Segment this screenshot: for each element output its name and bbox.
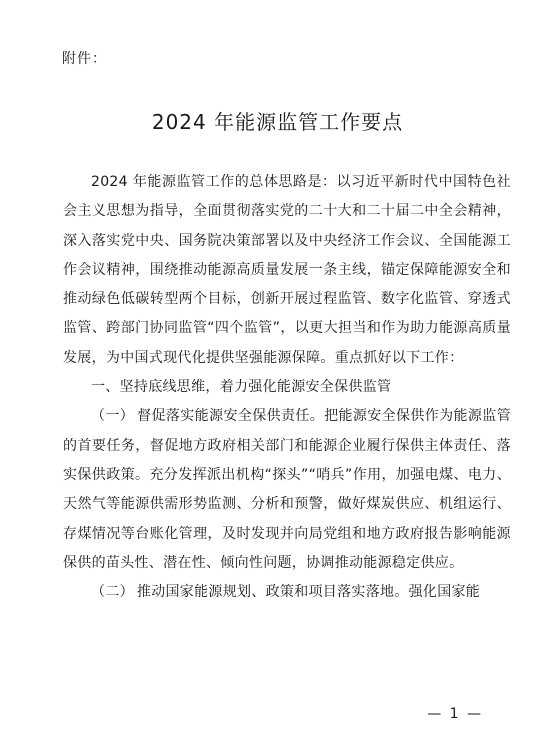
- intro-paragraph: 2024 年能源监管工作的总体思路是：以习近平新时代中国特色社会主义思想为指导，全面贯彻落实党的二十大和二十届二中全会精神，深入落实党中央、国务院决策部署以及中央经济工作会议、全国能源工作会议精神，围绕推动能源高质量发展一条主线，锚定保障能源安全和推动绿色低碳转型两个目标，创新开展过程监管、数字化监管、穿透式监管、跨部门协同监管“四个监管”，以更大担当和作为助力能源高质量发展，为中国式现代化提供坚强能源保障。重点抓好以下工作：: [63, 174, 511, 366]
- item-2-label: （二）: [91, 584, 134, 601]
- item-2-text: 推动国家能源规划、政策和项目落实落地。强化国家能: [136, 584, 481, 601]
- item-1-paragraph: [63, 402, 511, 578]
- page-number: — 1 —: [427, 706, 483, 722]
- attachment-label: 附件：: [62, 51, 107, 67]
- item-2-paragraph: [63, 578, 511, 607]
- document-title: 2024 年能源监管工作要点: [151, 110, 404, 134]
- document-body: [63, 168, 511, 607]
- item-1-text: 督促落实能源安全保供责任。把能源安全保供作为能源监管的首要任务，督促地方政府相关部门和能源企业履行保供主体责任、落实保供政策。充分发挥派出机构“探头”“哨兵”作用，加强电煤、电力、天然气等能源供需形势监测、分析和预警，做好煤炭供应、机组运行、存煤情况等台账化管理，及时发现并向局党组和地方政府报告影响能源保供的苗头性、潜在性、倾向性问题，协调推动能源稳定供应。: [63, 408, 511, 571]
- section-1-heading: 一、坚持底线思维，着力强化能源安全保供监管: [91, 379, 392, 396]
- item-1-label: （一）: [91, 408, 135, 425]
